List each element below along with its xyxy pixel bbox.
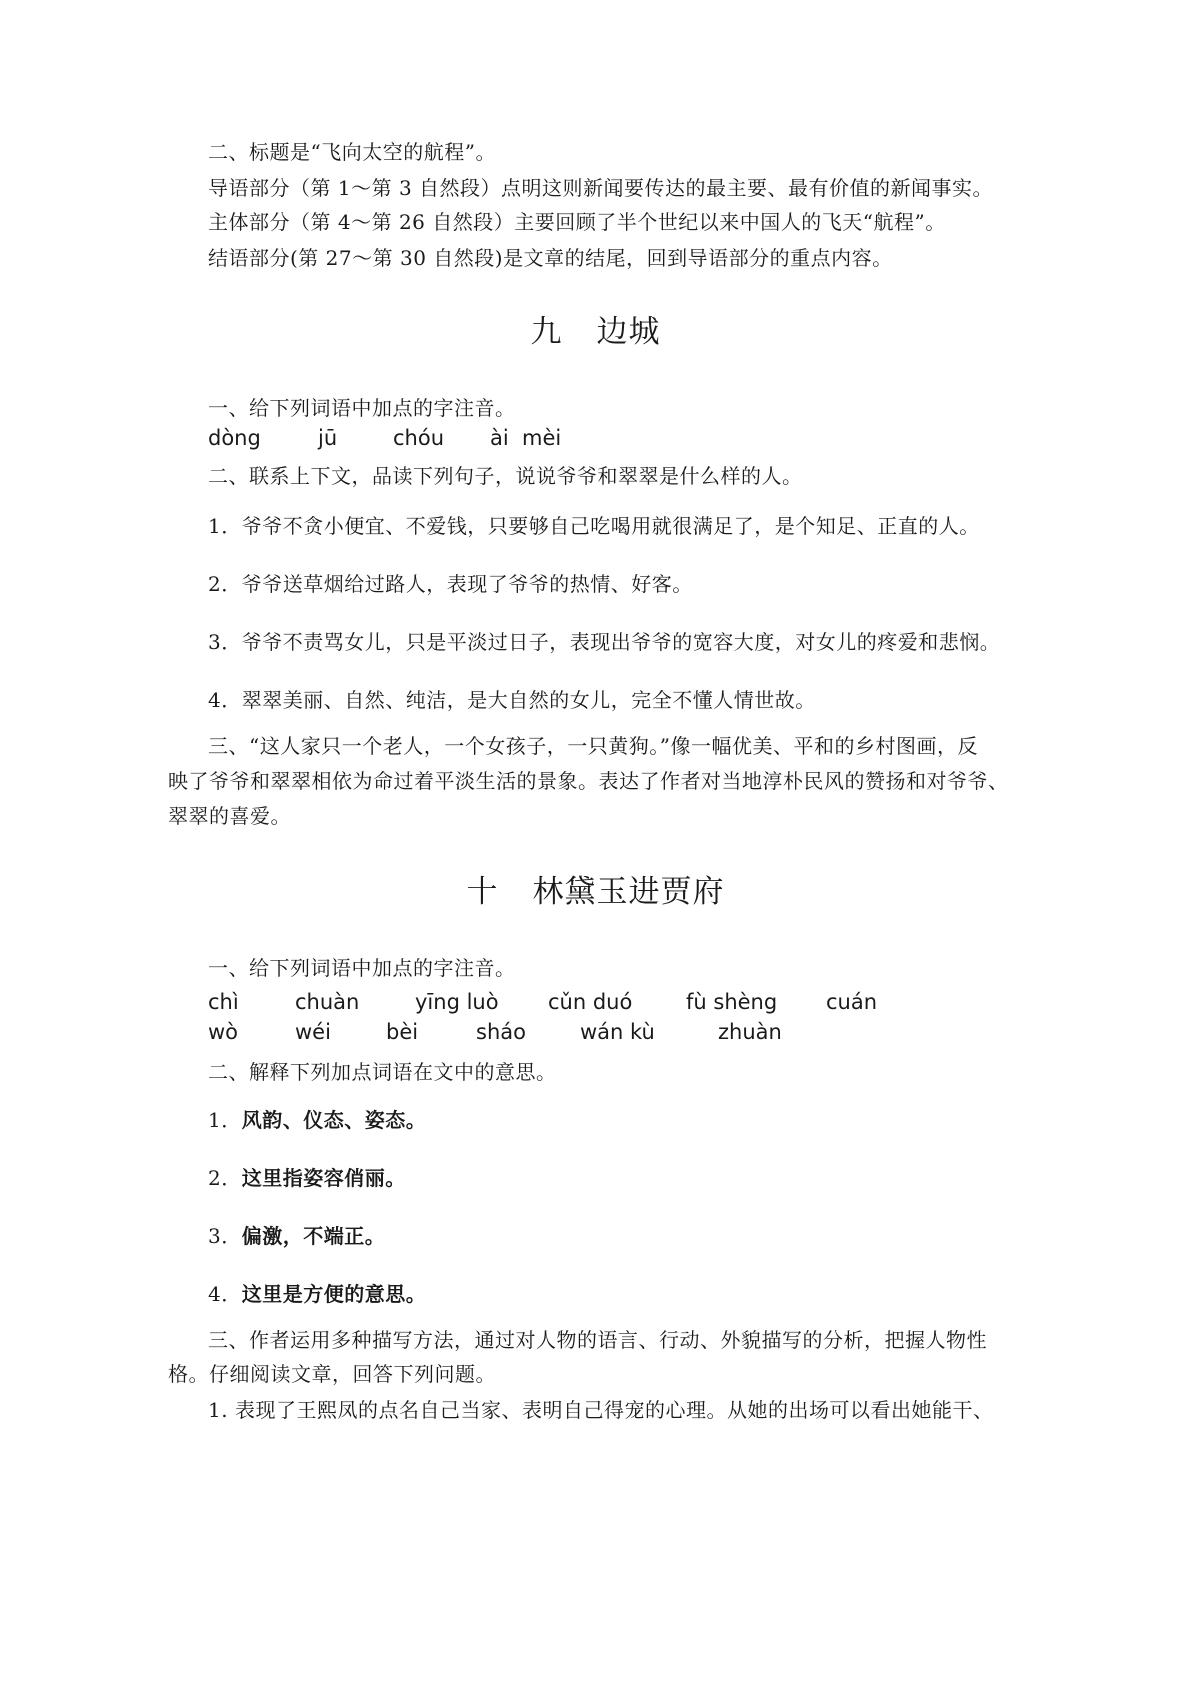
sec9-question-3-line-1: 三、“这人家只一个老人，一个女孩子，一只黄狗。”像一幅优美、平和的乡村图画，反 [208, 734, 978, 758]
section-9-name: 边城 [596, 314, 661, 350]
section-9-title [0, 312, 1191, 352]
sec9-pinyin-2: jū [318, 426, 338, 450]
sec10-answer-1 [208, 1108, 426, 1132]
sec10-question-2: 二、解释下列加点词语在文中的意思。 [208, 1060, 557, 1084]
sec10-answer-2-text: 这里指姿容俏丽。 [241, 1166, 406, 1190]
sec8-line-ending: 结语部分(第 27～第 30 自然段)是文章的结尾，回到导语部分的重点内容。 [208, 246, 893, 270]
sec9-answer-4: 4．翠翠美丽、自然、纯洁，是大自然的女儿，完全不懂人情世故。 [208, 688, 816, 712]
sec9-answer-1: 1．爷爷不贪小便宜、不爱钱，只要够自己吃喝用就很满足了，是个知足、正直的人。 [208, 514, 980, 538]
sec10-pinyin-r1-4: cǔn duó [548, 990, 633, 1014]
sec10-question-1: 一、给下列词语中加点的字注音。 [208, 956, 516, 980]
sec10-pinyin-r2-3: bèi [386, 1020, 419, 1044]
sec10-answer-2-number: 2． [208, 1166, 242, 1190]
sec9-pinyin-4: ài mèi [490, 426, 562, 450]
sec9-question-1: 一、给下列词语中加点的字注音。 [208, 396, 516, 420]
sec8-line-title: 二、标题是“飞向太空的航程”。 [208, 140, 496, 164]
sec10-answer-2 [208, 1166, 406, 1190]
section-9-number: 九 [530, 314, 563, 350]
sec10-pinyin-r2-4: sháo [476, 1020, 526, 1044]
sec10-pinyin-r2-2: wéi [295, 1020, 331, 1044]
sec9-answer-3: 3．爷爷不责骂女儿，只是平淡过日子，表现出爷爷的宽容大度，对女儿的疼爱和悲悯。 [208, 630, 1001, 654]
sec10-answer-4-number: 4． [208, 1282, 242, 1306]
sec10-answer-1-number: 1． [208, 1108, 242, 1132]
sec10-question-3-line-1: 三、作者运用多种描写方法，通过对人物的语言、行动、外貌描写的分析，把握人物性 [208, 1328, 987, 1352]
sec8-line-lead: 导语部分（第 1～第 3 自然段）点明这则新闻要传达的最主要、最有价值的新闻事实。 [208, 176, 994, 200]
section-10-number: 十 [466, 874, 499, 910]
sec10-answer-3-text: 偏激，不端正。 [241, 1224, 386, 1248]
sec8-line-body: 主体部分（第 4～第 26 自然段）主要回顾了半个世纪以来中国人的飞天“航程”。 [208, 210, 946, 234]
sec10-pinyin-r2-6: zhuàn [718, 1020, 782, 1044]
sec10-answer-1-text: 风韵、仪态、姿态。 [241, 1108, 427, 1132]
sec10-pinyin-r2-1: wò [208, 1020, 239, 1044]
sec9-question-3-line-2: 映了爷爷和翠翠相依为命过着平淡生活的景象。表达了作者对当地淳朴民风的赞扬和对爷爷、 [168, 769, 1009, 793]
sec10-pinyin-r1-3: yīng luò [415, 990, 499, 1014]
sec10-pinyin-r1-2: chuàn [295, 990, 360, 1014]
sec9-question-2: 二、联系上下文，品读下列句子，说说爷爷和翠翠是什么样的人。 [208, 464, 803, 488]
sec10-answer-4 [208, 1282, 426, 1306]
sec9-pinyin-3: chóu [393, 426, 445, 450]
sec10-question-3-line-2: 格。仔细阅读文章，回答下列问题。 [168, 1362, 496, 1386]
sec10-pinyin-r1-5: fù shèng [686, 990, 778, 1014]
sec10-answer-3-number: 3． [208, 1224, 242, 1248]
sec10-pinyin-r1-1: chì [208, 990, 239, 1014]
sec10-pinyin-r1-6: cuán [826, 990, 878, 1014]
sec9-question-3-line-3: 翠翠的喜爱。 [168, 804, 291, 828]
sec9-answer-2: 2．爷爷送草烟给过路人，表现了爷爷的热情、好客。 [208, 572, 693, 596]
sec9-pinyin-1: dòng [208, 426, 261, 450]
sec10-pinyin-r2-5: wán kù [580, 1020, 655, 1044]
section-10-title [0, 872, 1191, 912]
sec10-question-3-answer-1: 1. 表现了王熙凤的点名自己当家、表明自己得宠的心理。从她的出场可以看出她能干、 [208, 1398, 994, 1422]
sec10-answer-3 [208, 1224, 385, 1248]
sec10-answer-4-text: 这里是方便的意思。 [241, 1282, 427, 1306]
section-10-name: 林黛玉进贾府 [532, 874, 725, 910]
